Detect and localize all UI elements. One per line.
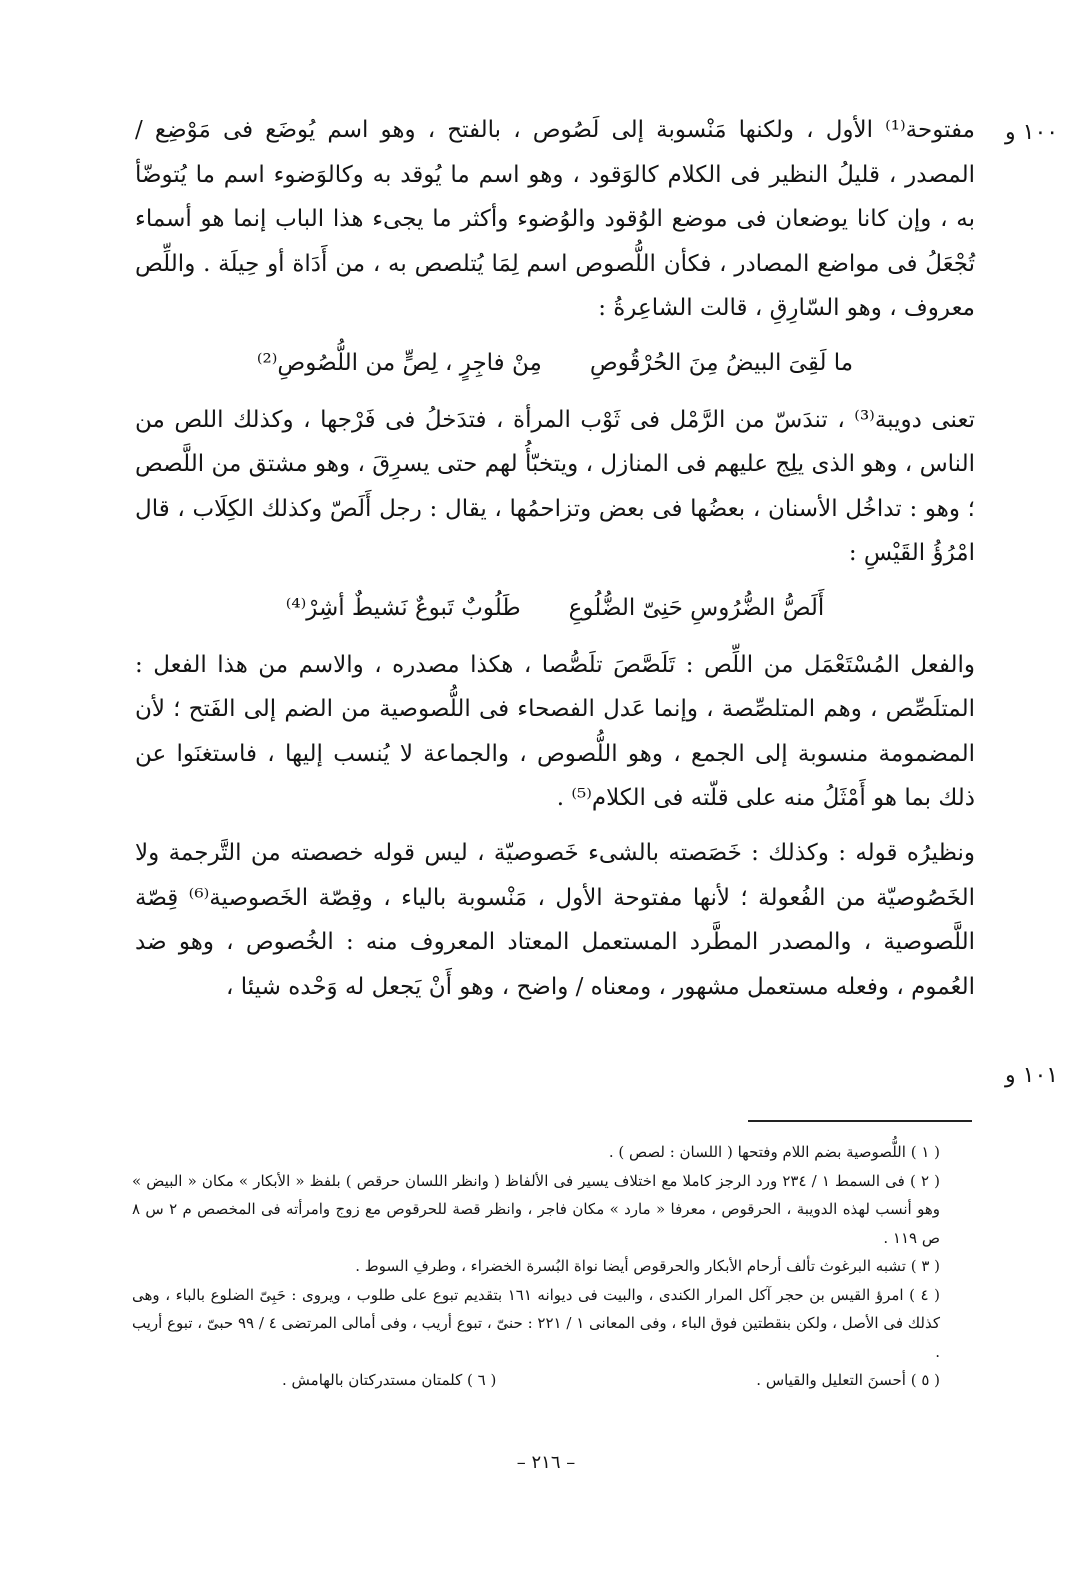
paragraph: تعنى دويبة⁽³⁾ ، تندَسّ من الرَّمْل فى ثَوْب المرأة ، فتدَخلُ فى فَرْجها ، وكذلك اللص من الناس ، وهو الذى يلِج عليهم فى المنازل ، ويتخبّأُ لهم حتى يسرِقَ ، وهو مشتق من اللَّصص ؛ وهو : تداخُل الأسنان ، بعضُها فى بعض وتزاحمُها ، يقال : رجل أَلَصّ وكذلك الكِلَاب ، قال امْرُؤُ القَيْسِ : xyxy=(135,406,975,567)
footnote: ( ٤ ) امرؤ القيس بن حجر آكل المرار الكندى ، والبيت فى ديوانه ١٦١ بتقديم تبوع على طلوب ، ويروى : حَبِىّ الضلوع بالباء ، وهى كذلك فى الأصل ، ولكن بنقطتين فوق الباء ، وفى المعانى ١ / ٢٢١ : حنىّ ، تبوع أريب ، وفى أمالى المرتضى ٤ / ٩٩ حبىّ ، تبوع أريب . xyxy=(132,1285,941,1361)
footnote-divider xyxy=(748,1120,972,1122)
verse-hemistich-second: طَلُوبٌ تَبوعٌ نَشيطٌ أشِرْ⁽⁴⁾ xyxy=(285,594,521,621)
verse-hemistich-first: ما لَقِىَ البيضُ مِنَ الحُرْقُوصِ xyxy=(589,349,854,376)
footnotes xyxy=(132,1138,974,1395)
footnote: ( ١ ) اللُّصوصية بضم اللام وفتحها ( اللسان : لصص ) . xyxy=(608,1143,940,1161)
paragraph: مفتوحة⁽¹⁾ الأول ، ولكنها مَنْسوبة إلى لَصُوص ، بالفتح ، وهو اسم يُوضَع فى مَوْضِع / المصدر ، قليلُ النظير فى الكلام كالوَقود ، وهو اسم ما يُوقد به وكالوَضوء اسم ما يُتوضّأ به ، وإن كانا يوضعان فى موضع الوُقود والوُضوء وأكثر ما يجىء هذا الباب إنما هو أسماء تُجْعَلُ فى مواضع المصادر ، فكأن اللُّصوص اسم لِمَا يُتلصص به ، من أَدَاة أو حِيلَة . واللِّص معروف ، وهو السّارِقِ ، قالت الشاعِرةُ : xyxy=(135,117,975,322)
page-number: – ٢١٦ – xyxy=(516,1452,576,1473)
margin-folio-marker: ١٠٠ و xyxy=(1005,120,1059,145)
footnote: ( ٥ ) أحسنَ التعليل والقياس . xyxy=(756,1371,940,1389)
verse-hemistich-first: أَلَصُّ الضُّرُوسِ حَنِىّ الضُّلُوعِ xyxy=(568,594,825,621)
footnote: ( ٣ ) تشبه البرغوث تألف أرحام الأبكار والحرقوص أيضا نواة البُسرة الخضراء ، وطرفِ السوط . xyxy=(355,1257,940,1275)
verse-hemistich-second: مِنْ فاجِرٍ ، لِصٍّ من اللُّصُوصِ⁽²⁾ xyxy=(256,349,542,376)
verse-line xyxy=(135,586,975,631)
footnote: ( ٦ ) كلمتان مستدركتان بالهامش . xyxy=(282,1371,497,1389)
verse-line xyxy=(135,341,975,386)
footnote-pair xyxy=(132,1366,974,1395)
paragraph: ونظيرُه قوله : وكذلك : خَصَصته بالشىء خَصوصيّة ، ليس قوله خصصته من التَّرجمة ولا الخَصُوصيّة من الفُعولة ؛ لأنها مفتوحة الأول ، مَنْسوبة بالياء ، وقِصّة الخَصوصية⁽⁶⁾ قِصّة اللَّصوصية ، والمصدر المطَّرد المستعمل المعتاد المعروف منه : الخُصوص ، وهو ضد العُموم ، وفعله مستعمل مشهور ، ومعناه / واضح ، وهو أَنْ يَجعل له وَحْده شيئا ، xyxy=(135,839,975,1000)
footnote: ( ٢ ) فى السمط ١ / ٢٣٤ ورد الرجز كاملا مع اختلاف يسير فى الألفاظ ( وانظر اللسان حرقص ) بلفظ « الأبكار » مكان « البيض » وهو أنسب لهذه الدويبة ، الحرقوص ، معرفا « مارد » مكان فاجر ، وانظر قصة للحرقوص مع زوج وامرأته فى المخصص م ٢ س ٨ ص ١١٩ . xyxy=(132,1171,940,1247)
margin-folio-marker: ١٠١ و xyxy=(1005,1063,1059,1088)
paragraph: والفعل المُسْتَعْمَل من اللِّص : تَلَصَّصَ تلَصُّصا ، هكذا مصدره ، والاسم من هذا الفعل : المتلَصِّص ، وهم المتلصِّصة ، وإنما عَدل الفصحاء فى اللُّصوصية من الضم إلى الفَتح ؛ لأن المضمومة منسوبة إلى الجمع ، وهو اللُّصوص ، والجماعة لا يُنسب إليها ، فاستغنَوا عن ذلك بما هو أَمْثَلُ منه على قلّته فى الكلام⁽⁵⁾ . xyxy=(135,651,975,812)
main-text xyxy=(135,108,975,1009)
